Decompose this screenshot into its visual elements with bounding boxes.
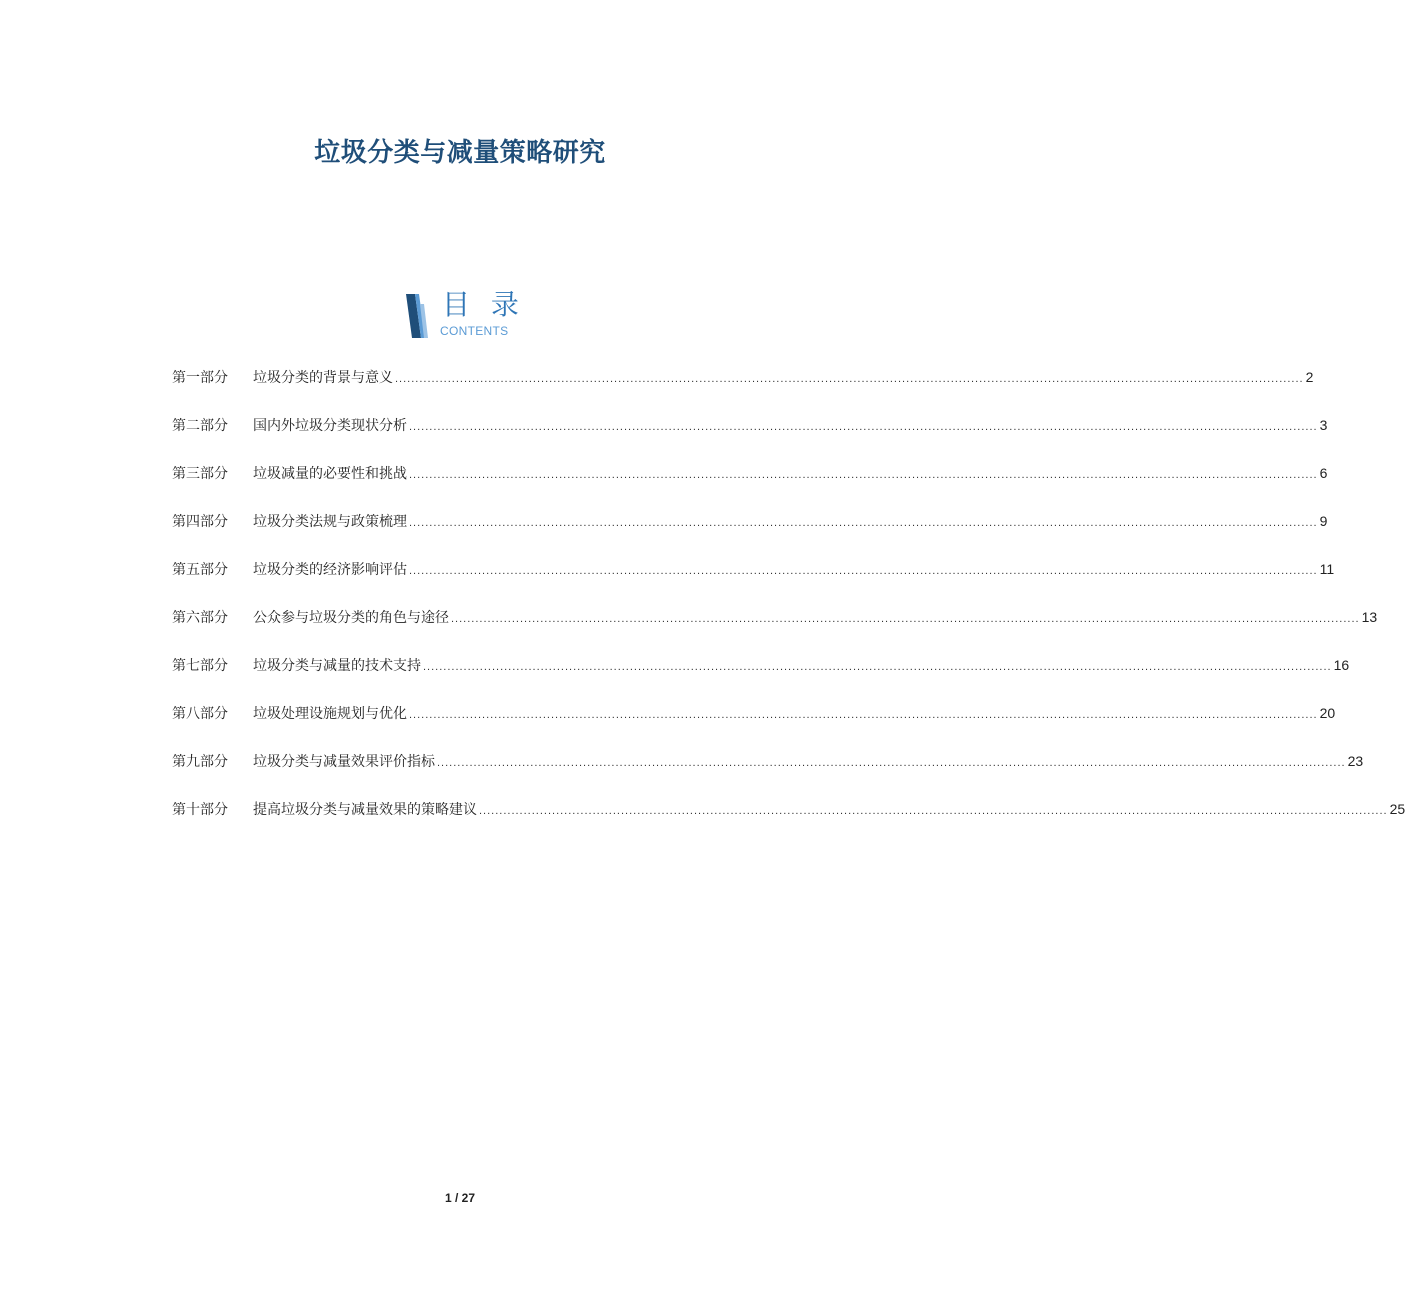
toc-entry-page: 6	[1319, 465, 1328, 481]
toc-entry-part: 第十部分	[172, 802, 228, 818]
toc-heading	[406, 288, 536, 342]
toc-entry-page: 2	[1305, 369, 1314, 385]
toc-entry-part: 第一部分	[172, 370, 228, 386]
toc-entry-page: 20	[1319, 705, 1336, 721]
toc-entry-page: 9	[1319, 513, 1328, 529]
toc-heading-title: 目 录	[442, 288, 525, 321]
toc-entry[interactable]	[172, 366, 1314, 414]
toc-entry-part: 第六部分	[172, 610, 228, 626]
toc-entry-title: 垃圾处理设施规划与优化	[253, 706, 407, 722]
toc-entry-leader: ................................................................................................................................................................................................................................	[409, 565, 1318, 577]
toc-entry-part: 第八部分	[172, 706, 228, 722]
toc-entry-leader: ................................................................................................................................................................................................................................	[479, 805, 1388, 817]
toc-entry[interactable]	[172, 654, 1350, 702]
toc-entry[interactable]	[172, 798, 1405, 846]
toc-entry-title: 国内外垃圾分类现状分析	[253, 418, 407, 434]
toc-entry-page: 11	[1319, 561, 1335, 577]
toc-entry-leader: ................................................................................................................................................................................................................................	[451, 613, 1360, 625]
document-title: 垃圾分类与减量策略研究	[314, 138, 606, 169]
toc-entry-part: 第三部分	[172, 466, 228, 482]
toc-entry[interactable]	[172, 414, 1328, 462]
toc-entry-part: 第九部分	[172, 754, 228, 770]
toc-entry-title: 垃圾分类的经济影响评估	[253, 562, 407, 578]
table-of-contents	[172, 366, 1405, 846]
toc-entry[interactable]	[172, 558, 1335, 606]
toc-entry-leader: ................................................................................................................................................................................................................................	[409, 421, 1318, 433]
toc-entry-title: 垃圾减量的必要性和挑战	[253, 466, 407, 482]
toc-entry-title: 垃圾分类法规与政策梳理	[253, 514, 407, 530]
toc-entry-page: 16	[1333, 657, 1350, 673]
toc-entry-title: 垃圾分类与减量效果评价指标	[253, 754, 435, 770]
toc-entry-leader: ................................................................................................................................................................................................................................	[423, 661, 1332, 673]
toc-entry[interactable]	[172, 510, 1328, 558]
toc-entry-title: 垃圾分类的背景与意义	[253, 370, 393, 386]
toc-entry-part: 第二部分	[172, 418, 228, 434]
page-number: 1 / 27	[444, 1191, 476, 1205]
toc-entry[interactable]	[172, 462, 1328, 510]
toc-entry-leader: ................................................................................................................................................................................................................................	[409, 469, 1318, 481]
toc-entry-part: 第五部分	[172, 562, 228, 578]
toc-entry-page: 13	[1361, 609, 1378, 625]
toc-stripe-logo-icon	[406, 294, 432, 338]
toc-entry-leader: ................................................................................................................................................................................................................................	[395, 373, 1304, 385]
toc-heading-subtitle: CONTENTS	[440, 324, 509, 338]
toc-entry[interactable]	[172, 606, 1378, 654]
toc-entry[interactable]	[172, 702, 1336, 750]
toc-entry-leader: ................................................................................................................................................................................................................................	[409, 709, 1318, 721]
toc-entry-part: 第四部分	[172, 514, 228, 530]
toc-entry-leader: ................................................................................................................................................................................................................................	[409, 517, 1318, 529]
toc-entry-title: 提高垃圾分类与减量效果的策略建议	[253, 802, 477, 818]
toc-entry-page: 23	[1347, 753, 1364, 769]
toc-entry-leader: ................................................................................................................................................................................................................................	[437, 757, 1346, 769]
toc-entry[interactable]	[172, 750, 1364, 798]
toc-entry-part: 第七部分	[172, 658, 228, 674]
toc-entry-title: 公众参与垃圾分类的角色与途径	[253, 610, 449, 626]
toc-entry-title: 垃圾分类与减量的技术支持	[253, 658, 421, 674]
toc-entry-page: 3	[1319, 417, 1328, 433]
toc-entry-page: 25	[1389, 801, 1405, 817]
